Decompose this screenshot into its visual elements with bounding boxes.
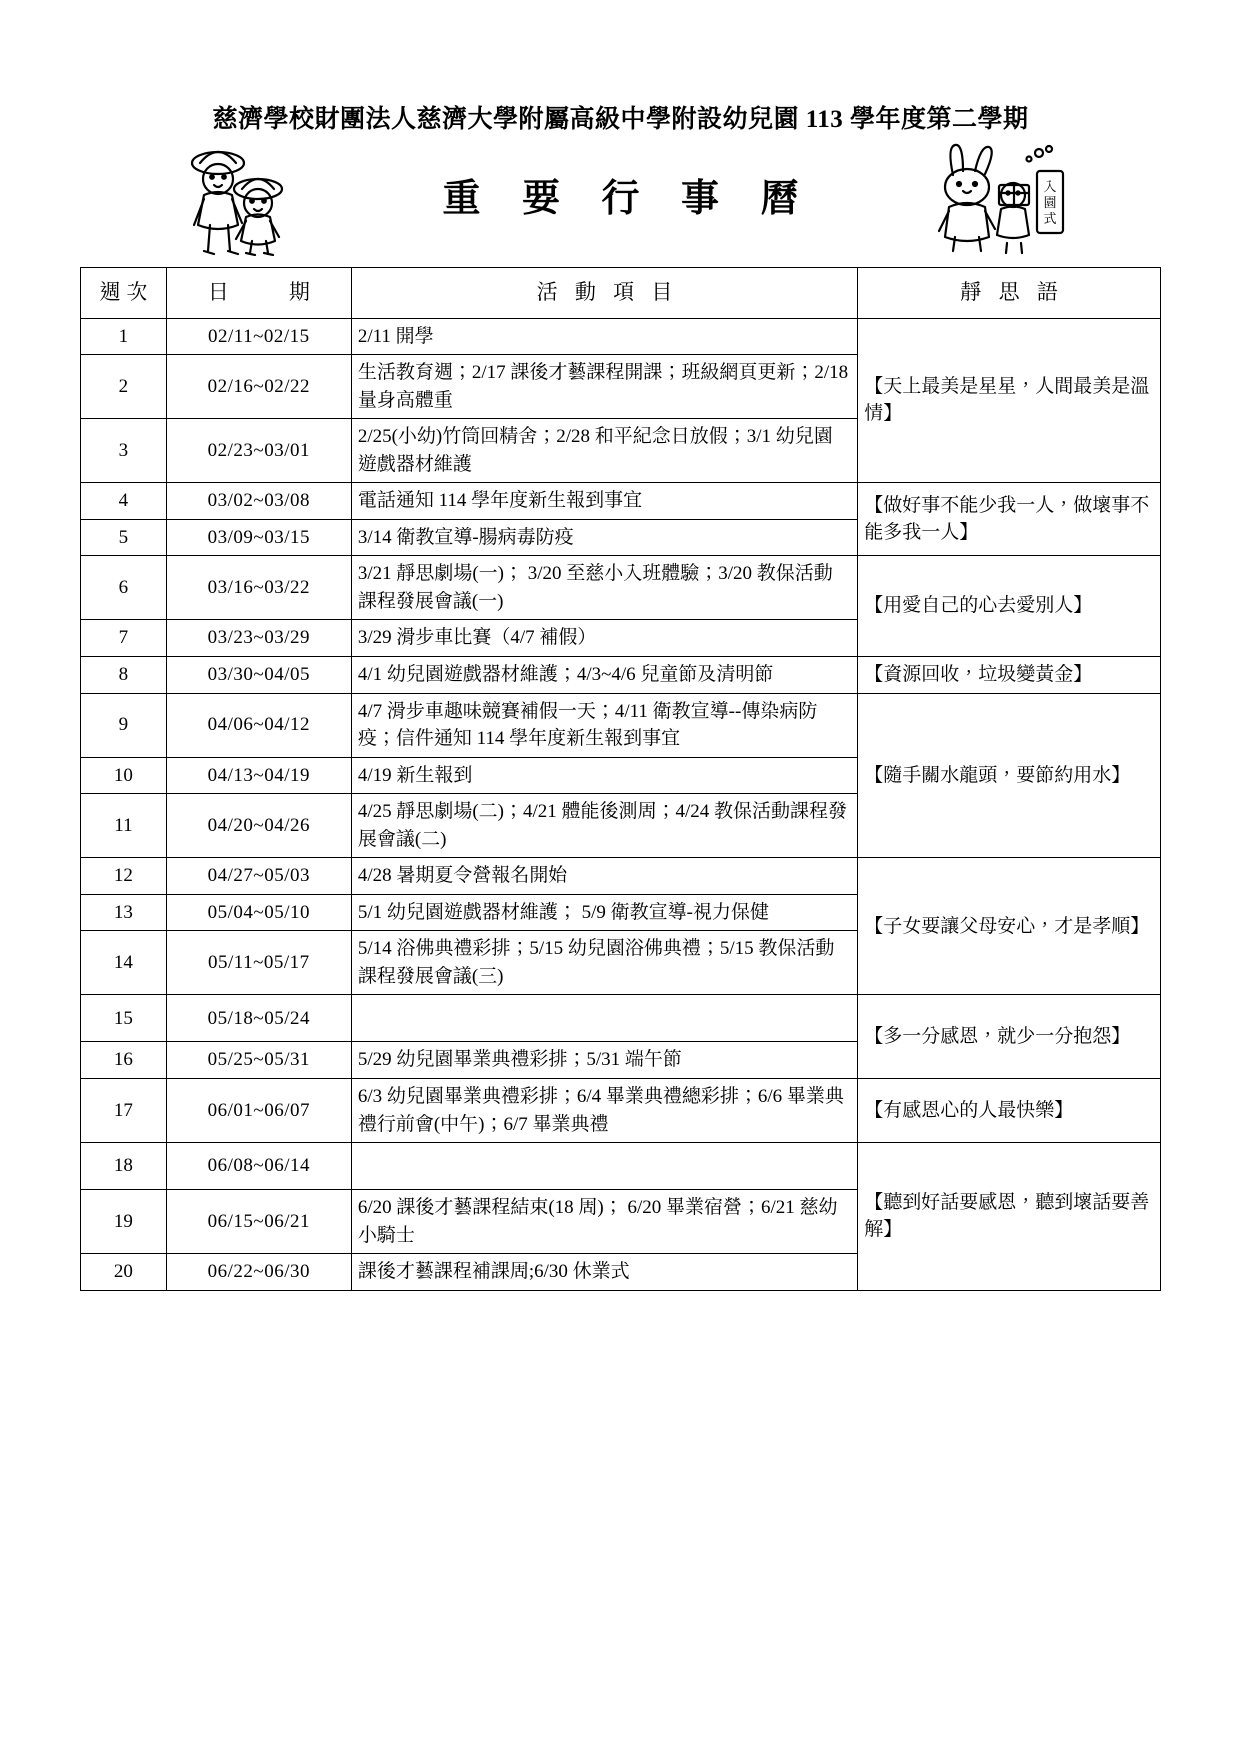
cell-date: 02/11~02/15 [166,318,351,355]
cell-activity: 3/29 滑步車比賽（4/7 補假） [351,620,857,657]
cell-date: 03/30~04/05 [166,656,351,693]
organization-title: 慈濟學校財團法人慈濟大學附屬高級中學附設幼兒園 113 學年度第二學期 [212,106,1029,133]
cell-activity: 2/25(小幼)竹筒回精舍；2/28 和平紀念日放假；3/1 幼兒園遊戲器材維護 [351,419,857,483]
cell-week: 14 [81,931,167,995]
cell-date: 03/16~03/22 [166,556,351,620]
cell-week: 10 [81,757,167,794]
svg-text:式: 式 [1043,210,1057,226]
cell-quote: 【做好事不能少我一人，做壞事不能多我一人】 [858,483,1161,556]
cell-week: 2 [81,355,167,419]
cell-activity: 4/7 滑步車趣味競賽補假一天；4/11 衛教宣導--傳染病防疫；信件通知 114 學年度新生報到事宜 [351,693,857,757]
cell-week: 1 [81,318,167,355]
cell-week: 6 [81,556,167,620]
cell-week: 12 [81,858,167,895]
cell-date: 05/11~05/17 [166,931,351,995]
cell-quote: 【隨手關水龍頭，要節約用水】 [858,693,1161,858]
cell-week: 18 [81,1143,167,1190]
cell-quote: 【多一分感恩，就少一分抱怨】 [858,995,1161,1079]
calendar-table [80,267,1161,1291]
cell-quote: 【有感恩心的人最快樂】 [858,1078,1161,1142]
cell-date: 05/25~05/31 [166,1042,351,1079]
cell-activity: 2/11 開學 [351,318,857,355]
cell-activity: 4/25 靜思劇場(二)；4/21 體能後測周；4/24 教保活動課程發展會議(二) [351,794,857,858]
cell-date: 05/18~05/24 [166,995,351,1042]
cell-activity: 5/14 浴佛典禮彩排；5/15 幼兒園浴佛典禮；5/15 教保活動課程發展會議(三) [351,931,857,995]
cell-week: 17 [81,1078,167,1142]
header-date: 日 期 [166,267,351,318]
cell-quote: 【資源回收，垃圾變黃金】 [858,656,1161,693]
svg-text:入: 入 [1043,178,1057,194]
table-row [81,318,1161,355]
title-row [80,141,1161,259]
table-row [81,995,1161,1042]
cell-activity: 3/14 衛教宣導-腸病毒防疫 [351,519,857,556]
cell-week: 20 [81,1254,167,1291]
cell-activity: 3/21 靜思劇場(一)； 3/20 至慈小入班體驗；3/20 教保活動課程發展會議(一) [351,556,857,620]
cell-week: 15 [81,995,167,1042]
cell-week: 4 [81,483,167,520]
cell-activity: 5/1 幼兒園遊戲器材維護； 5/9 衛教宣導-視力保健 [351,894,857,931]
cell-date: 02/23~03/01 [166,419,351,483]
page-title: 重 要 行 事 曆 [442,177,815,220]
cell-week: 16 [81,1042,167,1079]
cell-date: 02/16~02/22 [166,355,351,419]
cell-activity: 課後才藝課程補課周;6/30 休業式 [351,1254,857,1291]
cell-week: 8 [81,656,167,693]
cell-week: 19 [81,1190,167,1254]
cell-date: 05/04~05/10 [166,894,351,931]
cell-date: 06/22~06/30 [166,1254,351,1291]
cell-activity: 4/1 幼兒園遊戲器材維護；4/3~4/6 兒童節及清明節 [351,656,857,693]
cell-activity: 生活教育週；2/17 課後才藝課程開課；班級網頁更新；2/18 量身高體重 [351,355,857,419]
cell-week: 9 [81,693,167,757]
cell-activity: 6/3 幼兒園畢業典禮彩排；6/4 畢業典禮總彩排；6/6 畢業典禮行前會(中午)；6/7 畢業典禮 [351,1078,857,1142]
cell-activity: 4/28 暑期夏令營報名開始 [351,858,857,895]
header-week: 週次 [81,267,167,318]
graduation-rabbit-illustration [921,141,1081,261]
svg-text:園: 園 [1043,194,1057,210]
cell-activity [351,995,857,1042]
cell-week: 3 [81,419,167,483]
cell-date: 04/20~04/26 [166,794,351,858]
table-row [81,483,1161,520]
cell-date: 06/01~06/07 [166,1078,351,1142]
table-row [81,858,1161,895]
cell-week: 5 [81,519,167,556]
cell-quote: 【聽到好話要感恩，聽到壞話要善解】 [858,1143,1161,1291]
cell-week: 11 [81,794,167,858]
cell-activity: 電話通知 114 學年度新生報到事宜 [351,483,857,520]
cell-date: 06/08~06/14 [166,1143,351,1190]
cell-week: 13 [81,894,167,931]
cell-date: 06/15~06/21 [166,1190,351,1254]
table-row [81,656,1161,693]
cell-quote: 【天上最美是星星，人間最美是溫情】 [858,318,1161,483]
cell-activity [351,1143,857,1190]
table-row [81,556,1161,620]
table-row [81,1078,1161,1142]
cell-activity: 5/29 幼兒園畢業典禮彩排；5/31 端午節 [351,1042,857,1079]
cell-date: 04/13~04/19 [166,757,351,794]
cell-activity: 6/20 課後才藝課程結束(18 周)； 6/20 畢業宿營；6/21 慈幼小騎士 [351,1190,857,1254]
cell-quote: 【用愛自己的心去愛別人】 [858,556,1161,657]
cell-activity: 4/19 新生報到 [351,757,857,794]
table-header-row [81,267,1161,318]
cell-quote: 【子女要讓父母安心，才是孝順】 [858,858,1161,995]
table-row [81,693,1161,757]
cell-date: 04/06~04/12 [166,693,351,757]
table-row [81,1143,1161,1190]
cell-date: 04/27~05/03 [166,858,351,895]
cell-date: 03/23~03/29 [166,620,351,657]
header-activity: 活 動 項 目 [351,267,857,318]
cell-date: 03/09~03/15 [166,519,351,556]
cell-date: 03/02~03/08 [166,483,351,520]
header-quote: 靜 思 語 [858,267,1161,318]
cell-week: 7 [81,620,167,657]
